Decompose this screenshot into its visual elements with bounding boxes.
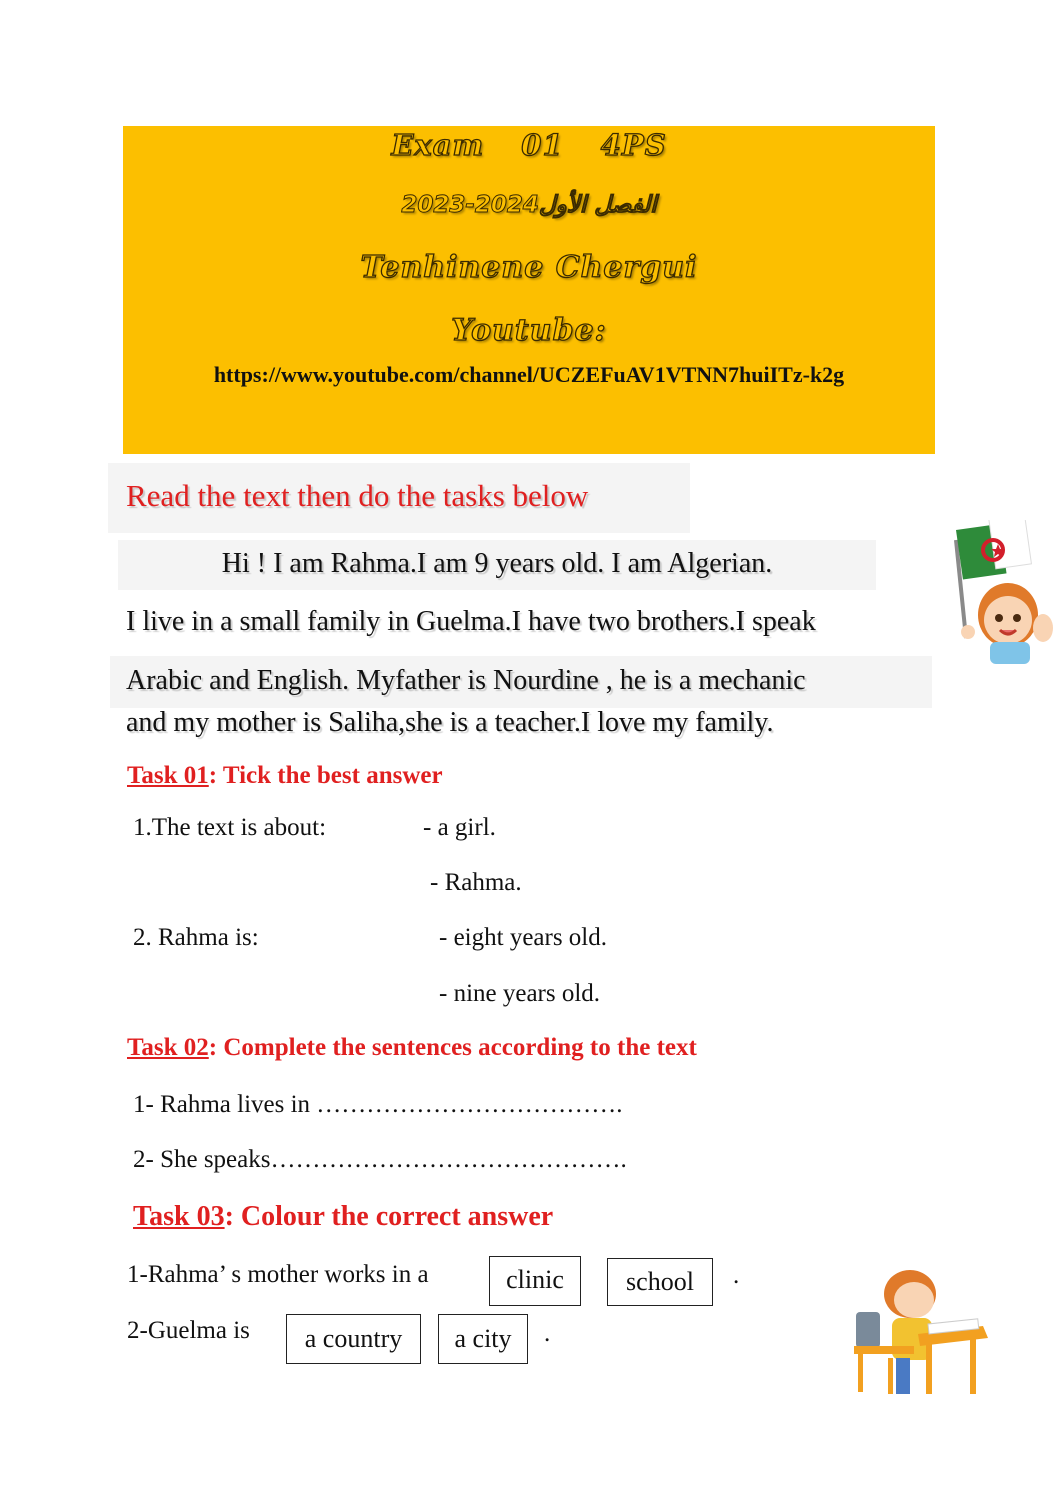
task-02-title: : Complete the sentences according to the text: [208, 1034, 697, 1061]
youtube-label: Youtube:: [451, 313, 607, 348]
passage-line-2: I live in a small family in Guelma.I have two brothers.I speak: [126, 606, 816, 637]
task-03-label: Task 03: [133, 1201, 225, 1232]
task-02-sentence-1[interactable]: 1- Rahma lives in ……………………………….: [133, 1091, 623, 1118]
task-03-question-1: 1-Rahma’ s mother works in a: [127, 1261, 429, 1288]
task-02-label: Task 02: [127, 1034, 209, 1061]
task-02-heading: [127, 1034, 697, 1062]
task-03-q1-option-school[interactable]: school: [607, 1258, 713, 1306]
task-01-question-1: 1.The text is about:: [133, 814, 327, 841]
task-03-heading: [133, 1201, 553, 1233]
task-03-q1-option-clinic[interactable]: clinic: [489, 1256, 581, 1306]
task-01-label: Task 01: [127, 762, 209, 789]
task-01-q2-option-1[interactable]: - eight years old.: [439, 924, 608, 951]
task-03-q1-end: .: [733, 1262, 740, 1289]
youtube-url[interactable]: https://www.youtube.com/channel/UCZEFuAV1VTNN7huiITz-k2g: [213, 362, 845, 387]
task-01-title: : Tick the best answer: [208, 762, 443, 789]
task-03-title: : Colour the correct answer: [224, 1201, 554, 1232]
task-03-question-2: 2-Guelma is: [127, 1317, 250, 1344]
task-03-q2-end: .: [544, 1320, 551, 1347]
task-03-q2-option-country[interactable]: a country: [286, 1314, 421, 1364]
task-03-q2-option-city[interactable]: a city: [438, 1314, 528, 1364]
exam-header: [123, 126, 935, 454]
school-year: 2023-2024الفصل الأول: [401, 192, 657, 218]
passage-line-1: Hi ! I am Rahma.I am 9 years old. I am Algerian.: [118, 540, 876, 590]
task-01-q1-option-1[interactable]: - a girl.: [423, 814, 496, 841]
task-01-question-2: 2. Rahma is:: [133, 924, 259, 951]
author-name: Tenhinene Chergui: [360, 250, 698, 285]
task-01-heading: [127, 762, 443, 790]
passage-line-4: and my mother is Saliha,she is a teacher.I love my family.: [126, 707, 774, 738]
task-01-q2-option-2[interactable]: - nine years old.: [439, 980, 601, 1007]
task-01-q1-option-2[interactable]: - Rahma.: [430, 869, 522, 896]
exam-title: [123, 128, 935, 162]
exam-number: Exam 01: [391, 128, 564, 162]
task-02-sentence-2[interactable]: 2- She speaks…………………………………….: [133, 1146, 627, 1173]
girl-with-flag-icon: [938, 520, 1058, 665]
passage-line-3: Arabic and English. Myfather is Nourdine , he is a mechanic: [110, 656, 932, 708]
boy-writing-icon: [848, 1262, 998, 1402]
reading-instruction: Read the text then do the tasks below: [108, 463, 690, 533]
exam-level: 4PS: [600, 128, 667, 162]
